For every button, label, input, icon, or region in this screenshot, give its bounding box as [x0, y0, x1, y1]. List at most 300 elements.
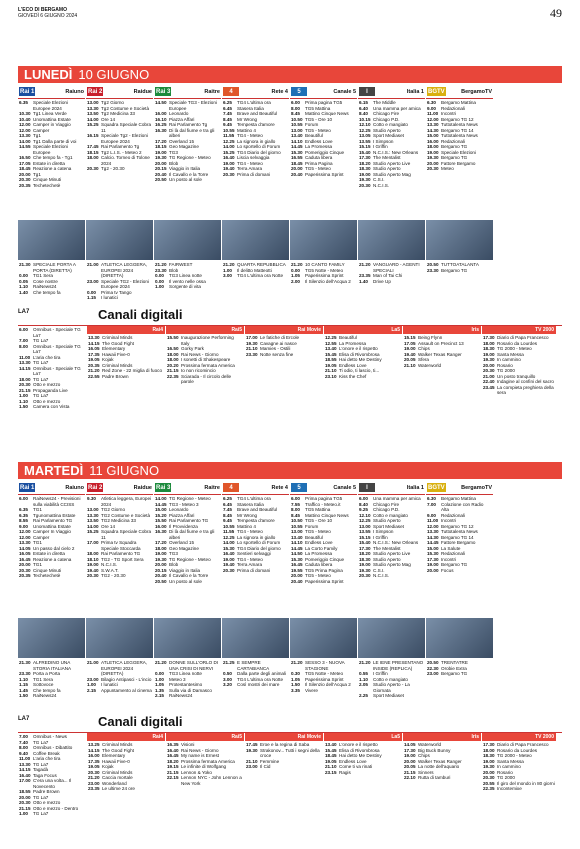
program-time: 1.10	[359, 676, 368, 682]
program-title: ALFREDINO UNA STORIA ITALIANA	[33, 660, 72, 671]
program-title: TG5 - Ore 10	[305, 116, 333, 122]
program-time: 20.00	[404, 758, 416, 764]
program-title: Tempesta d'amore	[237, 122, 275, 127]
program-time: 21.10	[325, 368, 337, 373]
program-title: Elementary	[102, 753, 126, 758]
program-time: 20.30	[483, 775, 495, 780]
program-time: 18.00	[167, 357, 179, 362]
program-time: 15.40	[359, 540, 371, 545]
program-title: Endless Love	[305, 540, 333, 545]
program-title: TG5 Notte - Meteo	[305, 267, 344, 273]
program-time: 18.00	[167, 351, 179, 357]
program-title: Mattino 4	[237, 523, 256, 529]
program-title: TG 2000	[497, 775, 515, 780]
program-title: Padre Brown	[102, 373, 129, 379]
program-title: Liscia selvaggia	[237, 155, 270, 160]
program-time: 15.30	[223, 545, 235, 551]
daytime-listing	[426, 495, 493, 573]
program-time: 19.30	[427, 155, 439, 160]
program-time: 17.30	[483, 335, 495, 340]
program-row	[87, 529, 152, 540]
digital-listing	[245, 334, 323, 357]
program-title: Camper In Viaggio	[33, 529, 71, 534]
program-title: Traffico - Meteo.it	[305, 501, 341, 507]
program-title: Cavagne ai nasce	[260, 340, 297, 346]
program-title: I Griffin	[373, 671, 388, 676]
digital-channel-column	[324, 733, 402, 817]
program-row	[19, 327, 85, 338]
program-title: Così mostri dei mare	[237, 682, 280, 687]
program-title: Waterworld	[418, 742, 442, 747]
daytime-listing	[18, 495, 85, 579]
program-row	[19, 573, 84, 579]
program-title: Il Silenzio dell'Acqua 2	[305, 682, 351, 687]
program-time: 19.30	[359, 567, 371, 573]
program-title: I Simpson	[373, 138, 394, 144]
program-time: 1.15	[19, 682, 28, 687]
channel-column	[426, 86, 493, 306]
program-time: 11.00	[19, 354, 31, 360]
program-time: 8.45	[291, 111, 300, 116]
program-title: Rai Parlamento TG	[33, 518, 73, 523]
program-time: 15.00	[155, 507, 167, 512]
program-title: LE IENE PRESENTANO INSIDE (REPLICA)	[373, 660, 424, 671]
program-title: C.S.I.	[373, 567, 385, 573]
program-title: Elisa di Rivombrosa	[339, 351, 380, 357]
channel-logo: 4	[223, 483, 239, 492]
program-time: 23.45	[483, 384, 495, 390]
program-title: Viaggio in Italia	[169, 166, 201, 171]
program-title: I Simpson	[373, 529, 394, 534]
program-time: 17.45	[87, 144, 99, 149]
program-title: ATLETICA LEGGERA, EUROPEI 2024 (DIRETTA)	[101, 660, 148, 676]
program-title: TG1 Sera	[33, 273, 53, 278]
program-time: 19.00	[359, 171, 371, 177]
program-title: TG 2000	[497, 368, 515, 373]
program-title: Il giro del mondo in 80 giorni	[497, 780, 555, 786]
program-title: Reazione a catena	[33, 556, 72, 562]
program-title: Che tempo fa	[33, 687, 61, 693]
evening-listing	[154, 262, 221, 290]
program-time: 1.10	[19, 676, 28, 682]
program-row	[19, 404, 85, 410]
program-title: Brave and Beautiful	[237, 507, 278, 512]
channel-column	[154, 86, 221, 306]
program-time: 6.30	[427, 100, 436, 105]
program-title: Unomattina Estate	[33, 523, 71, 529]
digital-channel-column	[324, 326, 402, 410]
evening-listing	[86, 262, 153, 301]
program-title: TG La7	[33, 761, 49, 767]
channel-column	[86, 86, 153, 306]
program-time: 1.35	[155, 687, 164, 693]
program-time: 17.45	[246, 742, 258, 747]
program-time: 14.00	[223, 144, 235, 149]
program-time: 16.30	[155, 529, 167, 534]
program-row	[87, 540, 152, 551]
program-row	[404, 775, 480, 781]
program-title: TG5 - Meteo	[305, 529, 331, 534]
program-time: 20.40	[291, 578, 303, 584]
program-title: Prima Pagina	[305, 160, 333, 166]
digital-channel-column	[403, 326, 481, 410]
program-title: The Good Fight	[102, 340, 134, 346]
program-title: Che tempo fa	[33, 289, 61, 295]
program-time: 1.50	[19, 404, 28, 409]
program-title: RaiNews24	[33, 693, 57, 698]
program-row	[87, 155, 152, 166]
digital-channel-column	[166, 733, 244, 817]
channel-logo: 5	[291, 87, 307, 96]
program-time: 16.05	[88, 346, 100, 351]
program-time: 20.00	[19, 562, 31, 567]
program-title: TG3 Linea notte	[169, 671, 202, 676]
la7-column	[18, 326, 86, 410]
program-title: Le infinite di Wolfgang	[181, 764, 227, 769]
program-title: Otto e mezzo	[33, 398, 61, 404]
program-row	[155, 100, 220, 111]
program-title: Redazionali	[441, 138, 466, 144]
program-time: 13.05	[359, 133, 371, 138]
program-row	[427, 268, 493, 274]
program-time: 20.00	[19, 794, 31, 800]
program-row	[167, 775, 243, 786]
program-time: 15.20	[155, 512, 167, 518]
program-title: TG4 - Meteo	[237, 529, 263, 534]
program-title: Rai Parlamento TG	[169, 518, 209, 523]
program-time: 19.55	[291, 567, 303, 573]
program-time: 15.15	[404, 335, 416, 340]
program-title: Hai detto Me Destiny	[339, 357, 382, 362]
day-banner-monday	[18, 66, 562, 83]
program-time: 9.25	[359, 507, 368, 512]
program-time: 13.40	[291, 534, 303, 540]
program-time: 7.00	[19, 734, 28, 739]
program-title: Gorky Park	[181, 346, 204, 351]
program-title: Squadra Speciale Cobra 11	[101, 529, 152, 540]
program-title: Santa Messa	[497, 758, 524, 764]
program-photo	[154, 220, 221, 260]
program-row	[155, 693, 221, 699]
program-title: Hawaii Five-0	[102, 758, 130, 764]
program-time: 6.00	[291, 100, 300, 105]
program-time: 8.45	[291, 512, 300, 518]
program-title: TG Regione - Meteo	[169, 496, 211, 501]
program-title: TG La7	[33, 393, 49, 398]
program-time: 18.00	[427, 144, 439, 149]
program-title: Prima pagina TG5	[305, 100, 343, 105]
program-title: Caduta libera	[305, 155, 333, 160]
program-time: 17.35	[88, 758, 100, 764]
program-title: Terra Amara	[237, 166, 263, 171]
program-title: Criminal Minds	[102, 335, 133, 340]
program-title: L'aria che tira	[33, 756, 61, 761]
program-title: Otto e mezzo	[33, 800, 61, 805]
program-title: Chips	[418, 346, 430, 351]
program-title: Terra Amara	[237, 562, 263, 567]
program-title: Reazione a catena	[33, 166, 72, 171]
program-title: Sport Mediaset	[373, 693, 404, 698]
daytime-listing	[154, 99, 221, 183]
program-title: Rosario da Lourdes	[497, 340, 538, 346]
page-header	[18, 6, 562, 22]
digital-channel-header: Iris	[403, 733, 481, 741]
program-time: 0.05	[19, 278, 28, 284]
program-row	[167, 335, 243, 346]
program-photo	[426, 220, 493, 260]
program-row	[155, 128, 220, 139]
program-title: Bergamo TG 14	[441, 534, 474, 540]
program-title: Otto e mezzo - Dentro	[33, 805, 79, 811]
program-title: Walker Texas Ranger	[418, 758, 462, 764]
program-time: 15.00	[427, 133, 439, 138]
program-photo	[86, 618, 153, 658]
program-row	[87, 496, 152, 507]
program-time: 21.20	[223, 262, 235, 267]
program-title: Criminal Minds	[102, 362, 133, 368]
program-title: Tg1 Dalla parte di voi	[33, 138, 77, 144]
program-time: 14.15	[88, 340, 100, 346]
channel-header	[154, 482, 221, 495]
program-time: 1.15	[87, 295, 96, 300]
program-title: N.C.I.S.	[101, 562, 118, 567]
program-time: 13.30	[19, 761, 31, 767]
program-row	[223, 682, 289, 688]
program-time: 13.40	[325, 346, 337, 351]
program-time: 0.50	[223, 671, 232, 676]
program-title: Padre Brown	[33, 789, 60, 794]
program-time: 10.55	[223, 523, 235, 529]
channel-column	[222, 482, 289, 704]
program-time: 18.30	[483, 753, 495, 758]
program-time: 10.55	[223, 127, 235, 133]
program-title: Studio Aperto	[373, 518, 401, 523]
program-title: Il delitto Matteotti	[237, 267, 272, 273]
program-photo	[222, 220, 289, 260]
digital-title: Canali digitali	[98, 714, 183, 729]
program-time: 16.05	[19, 551, 31, 556]
program-time: 2.00	[291, 278, 300, 284]
program-time: 12.00	[427, 116, 439, 122]
program-title: Studio Aperto	[373, 127, 401, 133]
program-time: 14.45	[291, 144, 303, 149]
program-title: Studio Aperto - La Giornata	[373, 682, 410, 693]
digital-channels-tuesday	[18, 712, 562, 847]
program-time: 16.00	[427, 138, 439, 144]
program-time: 6.35	[19, 512, 28, 518]
program-title: Cotto e mangiato	[373, 676, 408, 682]
program-time: 19.00	[223, 160, 235, 166]
program-title: Sinners	[418, 769, 434, 775]
program-title: TG5 Notte - Meteo	[305, 671, 344, 676]
program-row	[246, 764, 322, 770]
program-title: Criminal Minds	[102, 769, 133, 775]
program-title: Caduta libera	[305, 562, 333, 567]
program-title: Rosario	[497, 769, 513, 775]
program-time: 20.30	[87, 166, 99, 171]
program-title: TG4 L'ultima ora Notte	[237, 273, 284, 278]
program-title: Diario di Papa Francesco	[497, 335, 549, 340]
program-title: Camper in Viaggio	[33, 122, 71, 127]
program-title: Rai Parlamento TG	[101, 551, 141, 556]
schedule-grid-tuesday	[18, 482, 562, 704]
program-title: SPECIALE PORTA A PORTA (DIRETTA)	[33, 262, 76, 273]
program-title: Taga Focus	[33, 772, 57, 778]
program-time: 12.25	[359, 518, 371, 523]
digital-channel-header: TV 2000	[482, 326, 556, 334]
program-title: Redazionali	[441, 551, 466, 556]
program-title: La Salute	[441, 545, 461, 551]
program-title: Endless Love	[339, 758, 367, 764]
program-time: 15.00	[427, 545, 439, 551]
digital-channel-header: Rai5	[166, 733, 244, 741]
program-time: 21.20	[291, 262, 303, 267]
program-title: TG 2000 - Meteo	[497, 346, 532, 351]
program-title: La notte dell'aquario	[418, 764, 460, 769]
program-time: 2.15	[87, 687, 96, 693]
channel-column	[426, 482, 493, 704]
program-time: 19.05	[88, 764, 100, 769]
program-time: 21.10	[246, 758, 258, 764]
program-time: 21.20	[88, 368, 100, 373]
program-title: Ore 14	[101, 523, 116, 529]
program-row	[87, 573, 152, 579]
program-time: 20.30	[19, 800, 31, 805]
program-title: ATLETICA LEGGERA, EUROPEI 2024 (DIRETTA)	[101, 262, 148, 278]
program-title: Prima di domani	[237, 171, 271, 177]
program-title: Le fatiche di Ercole	[260, 335, 300, 340]
program-time: 17.05	[19, 160, 31, 166]
program-title: I lunatici	[101, 295, 118, 300]
program-time: 13.00	[291, 127, 303, 133]
program-row	[87, 262, 153, 279]
program-title: Beautiful	[305, 534, 323, 540]
program-time: 20.30	[87, 573, 99, 578]
program-time: 19.00	[404, 753, 416, 758]
program-time: 1.00	[19, 393, 28, 398]
program-time: 14.05	[19, 545, 31, 551]
program-time: 8.00	[19, 343, 28, 349]
program-title: Una mamma per amica	[373, 105, 421, 111]
program-title: TG La7	[33, 811, 49, 816]
channel-column	[358, 482, 425, 704]
program-time: 17.20	[155, 138, 167, 144]
program-time: 23.30	[427, 267, 439, 273]
channel-name: Raidue	[133, 485, 152, 491]
program-time: 23.00	[427, 671, 439, 676]
program-row	[427, 671, 493, 677]
program-time: 16.30	[155, 127, 167, 133]
program-time: 21.20	[155, 262, 167, 267]
program-time: 16.50	[19, 155, 31, 160]
program-title: Estate in diretta	[33, 160, 65, 166]
program-title: Paperissima Sprint	[305, 578, 344, 584]
program-time: 16.15	[87, 133, 99, 138]
channel-header	[154, 86, 221, 99]
program-time: 14.00	[223, 540, 235, 545]
program-title: The Mentalist	[373, 545, 401, 551]
program-time: 0.00	[87, 289, 96, 295]
program-time: 19.40	[87, 567, 99, 573]
program-time: 11.00	[427, 111, 439, 116]
evening-listing	[358, 262, 425, 284]
program-title: Paperissima Sprint	[305, 171, 344, 177]
program-row	[427, 166, 492, 172]
program-time: 20.00	[483, 769, 495, 775]
digital-listing	[324, 334, 402, 379]
program-title: VANGUARD - AGENTI SPECIALI	[373, 262, 420, 273]
program-title: TG3	[169, 149, 178, 155]
program-title: Redazionali	[441, 512, 466, 518]
program-row	[167, 374, 243, 385]
program-title: TG4 - Meteo	[237, 133, 263, 138]
program-title: TG La7	[33, 794, 49, 800]
program-time: 12.00	[19, 529, 31, 534]
program-time: 13.00	[291, 529, 303, 534]
program-title: Unomattina Estate	[33, 116, 71, 122]
program-title: N.C.I.S.: New Orleans	[373, 540, 419, 545]
program-title: Sport Mediaset	[373, 133, 404, 138]
program-time: 14.55	[19, 144, 31, 149]
program-row	[19, 496, 84, 507]
program-time: 18.30	[483, 346, 495, 351]
program-title: Big Buck Bunny	[418, 747, 451, 753]
program-title: Appuntamento al cinema	[101, 687, 152, 693]
program-title: Studio Aperto	[373, 166, 401, 171]
program-time: 3.20	[223, 682, 232, 687]
program-row	[246, 352, 322, 358]
program-title: Bergamo TG	[441, 267, 468, 273]
program-title: Porta a Porta	[33, 671, 61, 676]
program-title: Forum	[305, 523, 319, 529]
program-title: I Griffin	[373, 534, 388, 540]
program-time: 22.55	[88, 373, 100, 379]
program-title: Rai News - Giorno	[181, 747, 219, 753]
program-time: 21.15	[19, 805, 31, 811]
digital-header	[18, 712, 562, 733]
program-time: 13.00	[359, 523, 371, 529]
day-banner-tuesday	[18, 462, 562, 479]
program-time: 17.35	[88, 351, 100, 357]
program-title: Camper	[33, 127, 50, 133]
daytime-listing	[222, 99, 289, 177]
program-time: 14.00	[87, 116, 99, 122]
program-title: Red Zone - 22 miglia di fuoco	[102, 368, 163, 373]
channel-header	[222, 86, 289, 99]
program-title: RaiNews24	[33, 284, 57, 289]
program-title: Omnibus - News	[33, 734, 67, 739]
program-time: 18.20	[359, 160, 371, 166]
program-title: Tempesta d'amore	[237, 518, 275, 523]
program-time: 23.30	[155, 267, 167, 273]
channel-logo: BGTV	[428, 88, 445, 95]
program-time: 13.30	[427, 122, 439, 127]
program-title: Rosario	[497, 362, 513, 368]
program-title: TG2 - TG Sport Sera	[101, 556, 144, 562]
program-title: Mattino 4	[237, 127, 256, 133]
channel-logo: Rai 1	[20, 484, 35, 491]
program-time: 6.00	[19, 496, 28, 501]
program-time: 21.15	[167, 368, 179, 373]
program-time: 20.00	[19, 171, 31, 177]
program-title: Cose nostre	[33, 278, 58, 284]
program-time: 15.30	[291, 149, 303, 155]
program-time: 20.35	[19, 573, 31, 578]
program-title: Techetechetè	[33, 182, 61, 188]
program-title: Femmine	[260, 758, 280, 764]
program-title: Rutta di tamburi	[418, 775, 451, 780]
program-title: Il vento nelle ossa	[169, 278, 206, 284]
